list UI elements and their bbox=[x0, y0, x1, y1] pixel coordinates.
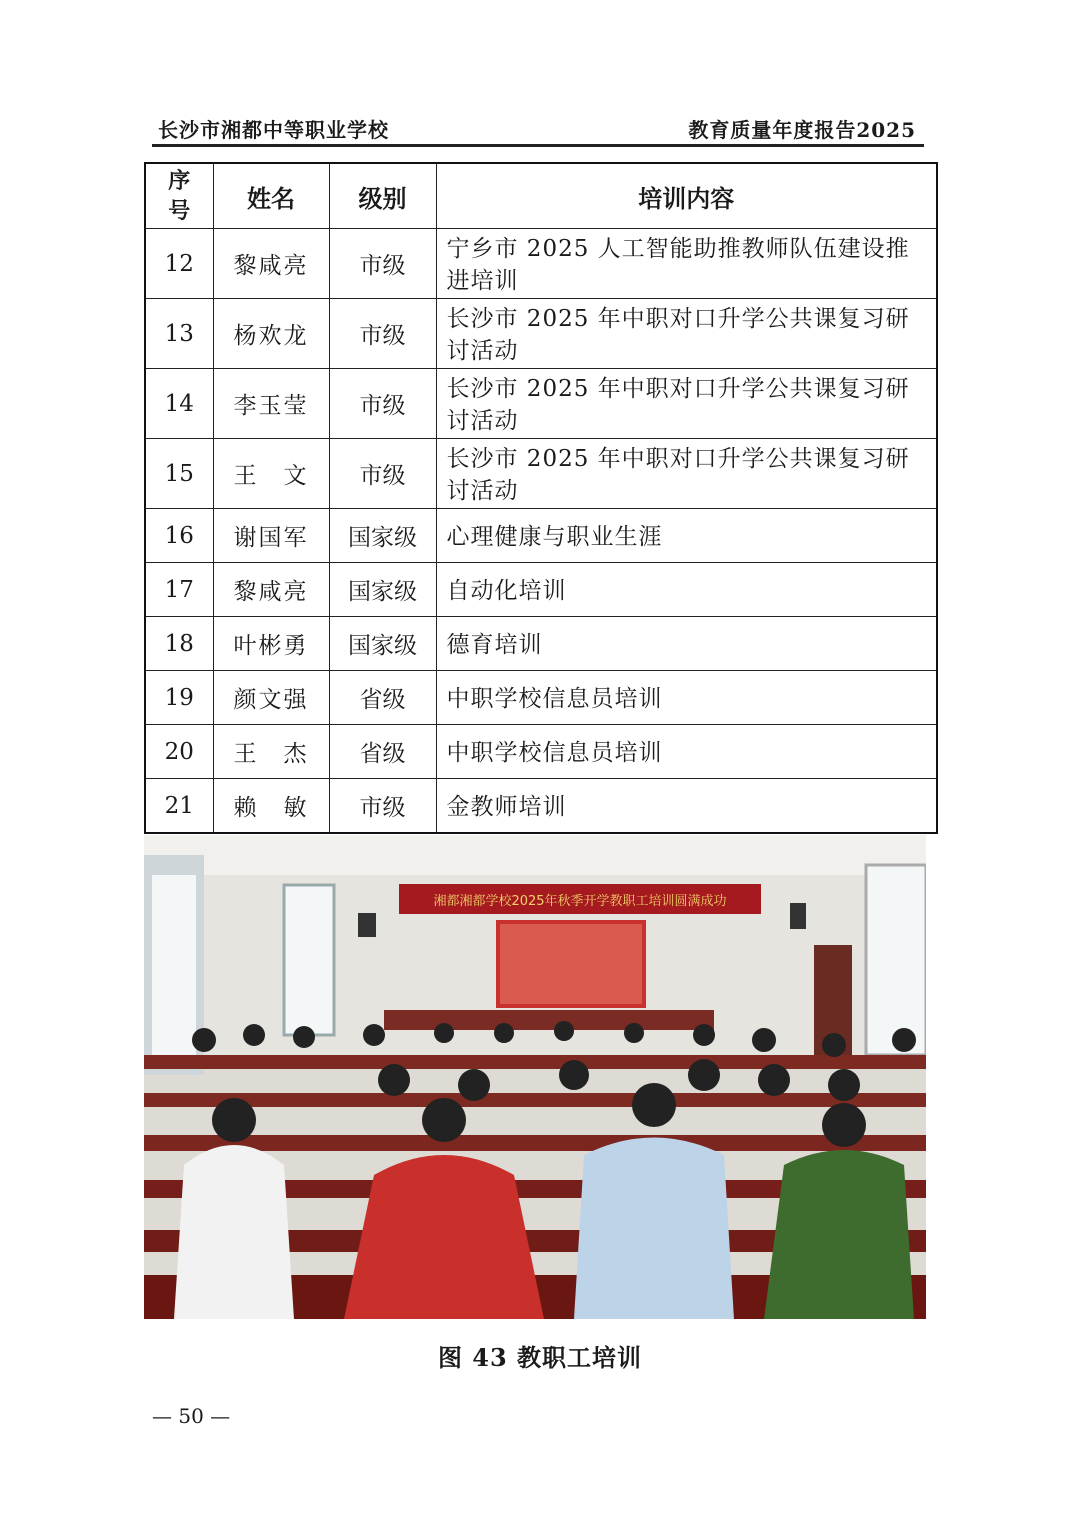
cell-level: 市级 bbox=[329, 779, 436, 834]
training-photo bbox=[144, 835, 926, 1319]
cell-seq: 12 bbox=[145, 229, 213, 299]
table-row bbox=[145, 439, 937, 509]
table-row bbox=[145, 671, 937, 725]
table-row bbox=[145, 725, 937, 779]
cell-level: 国家级 bbox=[329, 509, 436, 563]
table-row bbox=[145, 563, 937, 617]
cell-name: 王 文 bbox=[213, 439, 329, 509]
cell-name: 王 杰 bbox=[213, 725, 329, 779]
cell-level: 市级 bbox=[329, 299, 436, 369]
figure-caption: 图 43 教职工培训 bbox=[437, 1343, 643, 1372]
cell-content: 中职学校信息员培训 bbox=[436, 725, 937, 779]
cell-name: 黎咸亮 bbox=[213, 563, 329, 617]
header-seq bbox=[145, 163, 213, 229]
table-header-row bbox=[145, 163, 937, 229]
cell-content: 自动化培训 bbox=[436, 563, 937, 617]
cell-seq: 16 bbox=[145, 509, 213, 563]
cell-name: 黎咸亮 bbox=[213, 229, 329, 299]
cell-content: 宁乡市 2025 人工智能助推教师队伍建设推进培训 bbox=[436, 229, 937, 299]
cell-seq: 14 bbox=[145, 369, 213, 439]
banner-text: 湘都湘都学校2025年秋季开学教职工培训圆满成功 bbox=[433, 894, 727, 909]
cell-content: 长沙市 2025 年中职对口升学公共课复习研讨活动 bbox=[436, 439, 937, 509]
cell-level: 省级 bbox=[329, 725, 436, 779]
cell-level: 省级 bbox=[329, 671, 436, 725]
cell-content: 德育培训 bbox=[436, 617, 937, 671]
cell-level: 国家级 bbox=[329, 563, 436, 617]
table-row bbox=[145, 617, 937, 671]
school-name: 长沙市湘都中等职业学校 bbox=[158, 118, 389, 142]
cell-seq: 21 bbox=[145, 779, 213, 834]
cell-seq: 20 bbox=[145, 725, 213, 779]
cell-seq: 15 bbox=[145, 439, 213, 509]
cell-content: 长沙市 2025 年中职对口升学公共课复习研讨活动 bbox=[436, 299, 937, 369]
header-name: 姓名 bbox=[213, 163, 329, 229]
cell-name: 谢国军 bbox=[213, 509, 329, 563]
cell-seq: 18 bbox=[145, 617, 213, 671]
cell-content: 金教师培训 bbox=[436, 779, 937, 834]
report-title: 教育质量年度报告2025 bbox=[688, 118, 916, 142]
cell-name: 叶彬勇 bbox=[213, 617, 329, 671]
cell-content: 中职学校信息员培训 bbox=[436, 671, 937, 725]
cell-level: 市级 bbox=[329, 439, 436, 509]
cell-name: 杨欢龙 bbox=[213, 299, 329, 369]
table-row bbox=[145, 509, 937, 563]
cell-name: 赖 敏 bbox=[213, 779, 329, 834]
header-seq-text: 序 号 bbox=[168, 168, 191, 224]
cell-name: 李玉莹 bbox=[213, 369, 329, 439]
training-table bbox=[144, 162, 938, 834]
table-row bbox=[145, 779, 937, 834]
cell-content: 心理健康与职业生涯 bbox=[436, 509, 937, 563]
table-row bbox=[145, 299, 937, 369]
page-header bbox=[152, 112, 924, 147]
cell-name: 颜文强 bbox=[213, 671, 329, 725]
table-row bbox=[145, 229, 937, 299]
header-level: 级别 bbox=[329, 163, 436, 229]
cell-seq: 17 bbox=[145, 563, 213, 617]
cell-content: 长沙市 2025 年中职对口升学公共课复习研讨活动 bbox=[436, 369, 937, 439]
header-content: 培训内容 bbox=[436, 163, 937, 229]
cell-seq: 19 bbox=[145, 671, 213, 725]
cell-level: 市级 bbox=[329, 229, 436, 299]
cell-level: 市级 bbox=[329, 369, 436, 439]
cell-level: 国家级 bbox=[329, 617, 436, 671]
table-row bbox=[145, 369, 937, 439]
cell-seq: 13 bbox=[145, 299, 213, 369]
page-number: — 50 — bbox=[152, 1404, 231, 1428]
